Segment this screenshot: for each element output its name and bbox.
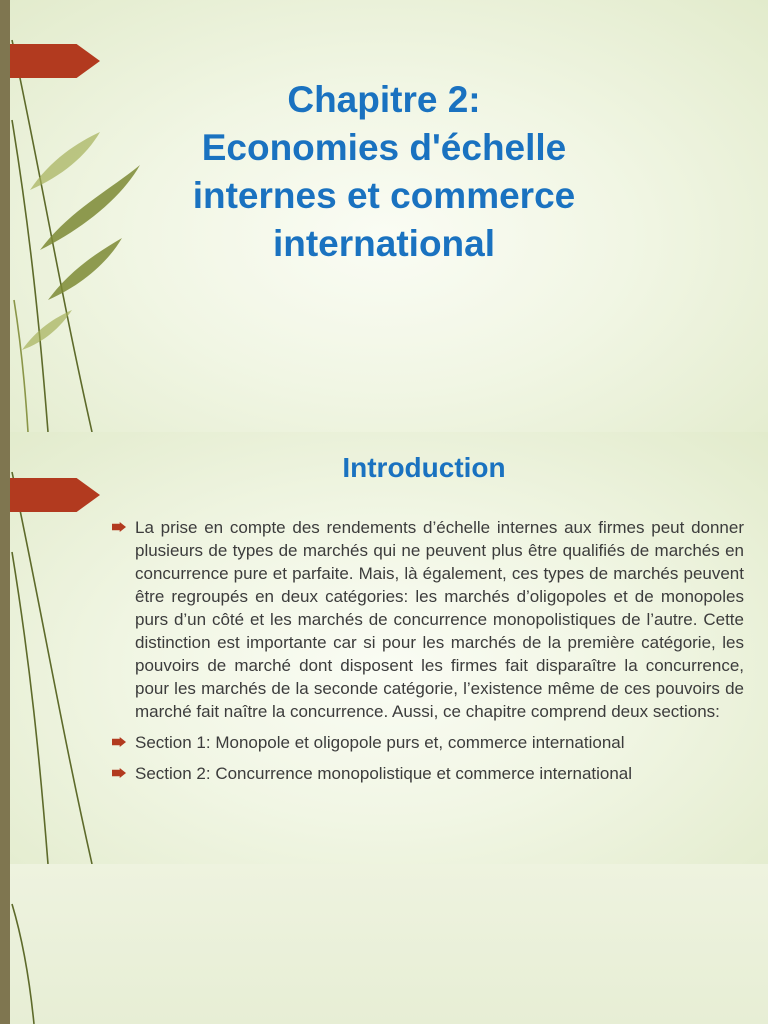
title-line: internes et commerce — [192, 175, 576, 216]
list-item — [112, 731, 744, 754]
content-slide — [0, 432, 768, 864]
decorative-leaves-icon — [0, 864, 60, 1024]
bullet-list — [112, 516, 744, 793]
list-item — [112, 516, 744, 723]
list-item — [112, 762, 744, 785]
title-slide — [0, 0, 768, 432]
title-line: international — [272, 223, 496, 264]
arrow-bullet-icon — [112, 737, 126, 747]
bullet-text: La prise en compte des rendements d’échelle internes aux firmes peut donner plusieurs de types de marchés qui ne peuvent plus être qualifiés de marchés en concurrence pure et parfaite. Mais, là également, ces types de marchés peuvent être regroupés en deux catégories: les marchés d’oligopoles et de monopoles purs d’un côté et les marchés de concurrence monopolistiques de l’autre. Cette distinction est importante car si pour les marchés de la première catégorie, les pouvoirs de marché dont disposent les firmes fait disparaître la concurrence, pour les marchés de la seconde catégorie, l’existence même de ces pouvoirs de marché fait naître la concurrence. Aussi, ce chapitre comprend deux sections: — [135, 518, 744, 721]
title-line: Chapitre 2: — [287, 79, 481, 120]
section-title: Introduction — [342, 452, 506, 483]
slide-title — [110, 76, 658, 268]
next-slide-edge — [0, 864, 768, 1024]
title-line: Economies d'échelle — [201, 127, 567, 168]
arrow-bullet-icon — [112, 768, 126, 778]
bullet-text: Section 2: Concurrence monopolistique et commerce international — [135, 764, 633, 783]
bullet-text: Section 1: Monopole et oligopole purs et, commerce international — [135, 733, 625, 752]
arrow-bullet-icon — [112, 522, 126, 532]
